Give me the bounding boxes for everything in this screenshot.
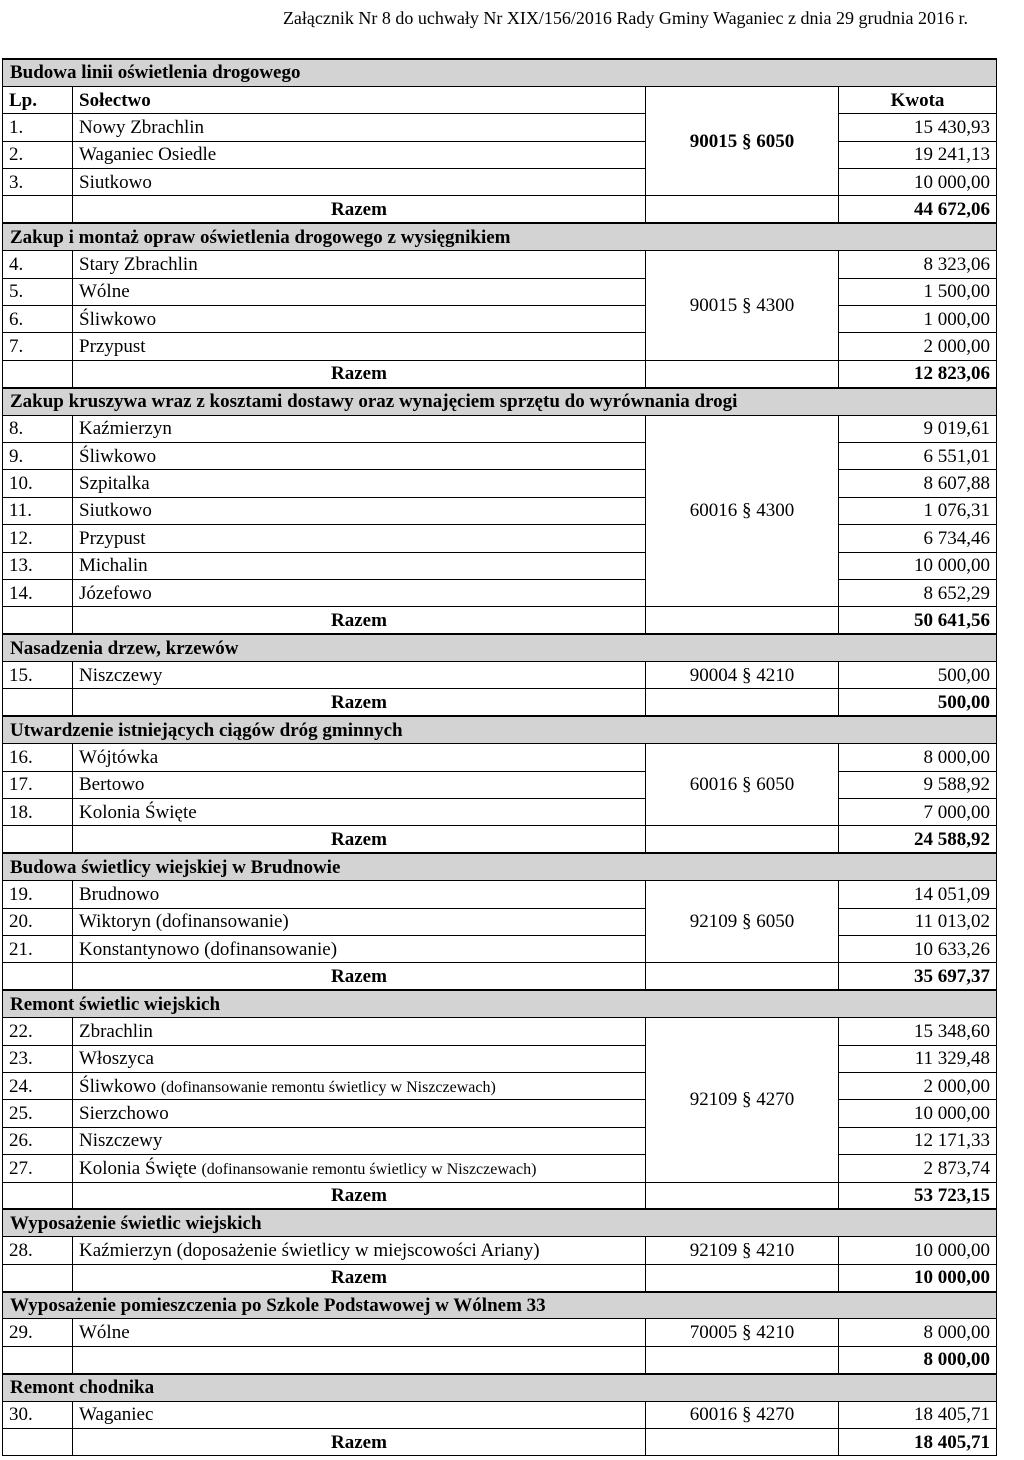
solectwo-name: Śliwkowo [79,308,157,330]
row-lp: 20. [3,908,73,935]
table-row [3,552,997,579]
section-total: 44 672,06 [839,196,997,223]
row-lp: 23. [3,1045,73,1072]
table-row [3,278,997,305]
row-lp: 5. [3,278,73,305]
classification-code: 90015 § 6050 [646,86,839,196]
row-solectwo [73,579,646,606]
total-code-empty [646,1182,839,1209]
total-lp-empty [3,826,73,853]
solectwo-name: Włoszyca [79,1048,154,1070]
solectwo-name: Waganiec [79,1404,154,1426]
total-lp-empty [3,963,73,990]
solectwo-name: Wójtówka [79,746,159,768]
row-solectwo [73,1155,646,1182]
razem-label: Razem [73,963,646,990]
column-header-kwota: Kwota [839,86,997,113]
total-lp-empty [3,1264,73,1291]
row-lp: 4. [3,251,73,278]
solectwo-name: Zbrachlin [79,1020,153,1042]
section-total: 18 405,71 [839,1429,997,1456]
total-lp-empty [3,1429,73,1456]
section-total: 12 823,06 [839,360,997,387]
row-solectwo [73,744,646,771]
row-lp: 21. [3,936,73,963]
solectwo-name: Nowy Zbrachlin [79,116,205,138]
total-code-empty [646,1346,839,1373]
row-lp: 6. [3,306,73,333]
row-solectwo [73,552,646,579]
classification-code: 92109 § 4210 [646,1237,839,1264]
solectwo-name: Wiktoryn (dofinansowanie) [79,911,289,933]
row-kwota: 11 329,48 [839,1045,997,1072]
row-solectwo [73,1045,646,1072]
row-solectwo [73,1127,646,1154]
solectwo-name: Niszczewy [79,664,163,686]
total-lp-empty [3,360,73,387]
section-total: 35 697,37 [839,963,997,990]
section-header [3,990,997,1017]
row-lp: 8. [3,415,73,442]
row-lp: 19. [3,881,73,908]
section-title: Zakup i montaż opraw oświetlenia drogowego z wysięgnikiem [3,223,997,250]
table-row [3,470,997,497]
classification-code: 90004 § 4210 [646,662,839,689]
row-kwota: 10 000,00 [839,1100,997,1127]
row-solectwo [73,278,646,305]
section-title: Remont świetlic wiejskich [3,990,997,1017]
solectwo-name: Brudnowo [79,883,160,905]
row-solectwo [73,1018,646,1045]
table-row [3,114,997,141]
total-code-empty [646,689,839,716]
solectwo-name: Kaźmierzyn [79,418,172,440]
row-lp: 29. [3,1319,73,1346]
row-solectwo [73,306,646,333]
row-solectwo [73,141,646,168]
row-lp: 1. [3,114,73,141]
section-title: Utwardzenie istniejących ciągów dróg gminnych [3,716,997,743]
row-solectwo [73,1319,646,1346]
classification-code: 70005 § 4210 [646,1319,839,1346]
solectwo-name: Kolonia Święte [79,801,197,823]
row-kwota: 15 430,93 [839,114,997,141]
razem-label: Razem [73,689,646,716]
solectwo-name: Kolonia Święte [79,1157,197,1179]
row-solectwo [73,525,646,552]
solectwo-note: (dofinansowanie remontu świetlicy w Niszczewach) [160,1078,496,1096]
section-header [3,1292,997,1319]
total-code-empty [646,826,839,853]
row-lp: 26. [3,1127,73,1154]
row-solectwo [73,1401,646,1428]
total-code-empty [646,607,839,634]
row-lp: 18. [3,799,73,826]
total-row [3,196,997,223]
total-lp-empty [3,689,73,716]
section-header [3,1374,997,1401]
section-total: 24 588,92 [839,826,997,853]
table-row [3,1127,997,1154]
total-row [3,1264,997,1291]
row-solectwo [73,251,646,278]
row-kwota: 7 000,00 [839,799,997,826]
solectwo-name: Przypust [79,336,146,358]
row-solectwo [73,169,646,196]
classification-code: 90015 § 4300 [646,251,839,361]
row-solectwo [73,771,646,798]
table-row [3,771,997,798]
total-row [3,963,997,990]
row-lp: 10. [3,470,73,497]
solectwo-name: Wólne [79,1322,130,1344]
row-kwota: 6 734,46 [839,525,997,552]
row-lp: 15. [3,662,73,689]
section-title: Budowa świetlicy wiejskiej w Brudnowie [3,853,997,880]
row-lp: 14. [3,579,73,606]
row-kwota: 1 500,00 [839,278,997,305]
section-title: Zakup kruszywa wraz z kosztami dostawy oraz wynajęciem sprzętu do wyrównania drogi [3,388,997,415]
row-lp: 24. [3,1072,73,1099]
table-row [3,936,997,963]
total-lp-empty [3,607,73,634]
row-kwota: 10 000,00 [839,1237,997,1264]
classification-code: 92109 § 6050 [646,881,839,963]
solectwo-name: Michalin [79,555,148,577]
row-lp: 13. [3,552,73,579]
razem-label: Razem [73,1429,646,1456]
column-header-lp: Lp. [3,86,73,113]
table-row [3,306,997,333]
table-row [3,169,997,196]
row-kwota: 8 000,00 [839,1319,997,1346]
solectwo-name: Wólne [79,281,130,303]
row-lp: 25. [3,1100,73,1127]
section-header [3,1209,997,1236]
table-row [3,908,997,935]
section-title: Budowa linii oświetlenia drogowego [3,59,997,86]
solectwo-name: Śliwkowo [79,445,157,467]
solectwo-name: Bertowo [79,774,145,796]
section-header [3,716,997,743]
razem-label: Razem [73,1264,646,1291]
table-row [3,442,997,469]
row-kwota: 6 551,01 [839,442,997,469]
table-row [3,1018,997,1045]
row-solectwo [73,1100,646,1127]
table-row [3,799,997,826]
section-total: 500,00 [839,689,997,716]
row-kwota: 8 323,06 [839,251,997,278]
total-row [3,689,997,716]
row-solectwo [73,415,646,442]
solectwo-name: Przypust [79,527,146,549]
column-header-solectwo: Sołectwo [73,86,646,113]
row-kwota: 10 633,26 [839,936,997,963]
section-total: 10 000,00 [839,1264,997,1291]
solectwo-name: Konstantynowo (dofinansowanie) [79,938,338,960]
total-row [3,1182,997,1209]
row-lp: 9. [3,442,73,469]
row-kwota: 2 000,00 [839,1072,997,1099]
total-lp-empty [3,1182,73,1209]
total-row [3,826,997,853]
solectwo-name: Józefowo [79,582,152,604]
row-lp: 7. [3,333,73,360]
total-code-empty [646,1264,839,1291]
classification-code: 60016 § 4300 [646,415,839,607]
table-row [3,1072,997,1099]
section-header [3,388,997,415]
solectwo-name: Waganiec Osiedle [79,144,217,166]
total-code-empty [646,963,839,990]
row-solectwo [73,114,646,141]
razem-label: Razem [73,607,646,634]
row-lp: 17. [3,771,73,798]
row-solectwo [73,442,646,469]
row-kwota: 10 000,00 [839,169,997,196]
row-kwota: 8 000,00 [839,744,997,771]
row-kwota: 1 076,31 [839,497,997,524]
table-row [3,497,997,524]
table-row [3,1155,997,1182]
table-row [3,744,997,771]
row-solectwo [73,662,646,689]
classification-code: 92109 § 4270 [646,1018,839,1182]
section-header [3,223,997,250]
section-title: Wyposażenie świetlic wiejskich [3,1209,997,1236]
solectwo-name: Siutkowo [79,171,152,193]
row-solectwo [73,497,646,524]
table-row [3,881,997,908]
section-title: Remont chodnika [3,1374,997,1401]
row-solectwo [73,936,646,963]
razem-label [73,1346,646,1373]
row-kwota: 2 000,00 [839,333,997,360]
table-row [3,1319,997,1346]
table-row [3,1401,997,1428]
row-kwota: 8 652,29 [839,579,997,606]
row-kwota: 9 588,92 [839,771,997,798]
solectwo-name: Śliwkowo [79,1075,157,1097]
section-total: 8 000,00 [839,1346,997,1373]
column-header-row [3,86,997,113]
budget-table [2,58,997,1456]
row-lp: 11. [3,497,73,524]
row-kwota: 12 171,33 [839,1127,997,1154]
row-kwota: 18 405,71 [839,1401,997,1428]
total-lp-empty [3,196,73,223]
total-code-empty [646,360,839,387]
classification-code: 60016 § 4270 [646,1401,839,1428]
total-code-empty [646,1429,839,1456]
row-kwota: 11 013,02 [839,908,997,935]
row-lp: 30. [3,1401,73,1428]
total-code-empty [646,196,839,223]
razem-label: Razem [73,826,646,853]
solectwo-name: Siutkowo [79,500,152,522]
table-row [3,415,997,442]
section-title: Nasadzenia drzew, krzewów [3,634,997,661]
document-header: Załącznik Nr 8 do uchwały Nr XIX/156/2016 Rady Gminy Waganiec z dnia 29 grudnia 2016 r. [282,8,968,28]
section-header [3,59,997,86]
row-solectwo [73,908,646,935]
row-lp: 28. [3,1237,73,1264]
total-row [3,607,997,634]
total-row [3,1346,997,1373]
row-lp: 12. [3,525,73,552]
table-row [3,1045,997,1072]
solectwo-name: Niszczewy [79,1130,163,1152]
row-solectwo [73,333,646,360]
section-total: 50 641,56 [839,607,997,634]
row-solectwo [73,881,646,908]
razem-label: Razem [73,360,646,387]
razem-label: Razem [73,1182,646,1209]
table-row [3,251,997,278]
row-kwota: 14 051,09 [839,881,997,908]
table-row [3,1100,997,1127]
row-lp: 2. [3,141,73,168]
section-total: 53 723,15 [839,1182,997,1209]
row-solectwo [73,799,646,826]
solectwo-name: Kaźmierzyn (doposażenie świetlicy w miejscowości Ariany) [79,1239,540,1261]
row-lp: 27. [3,1155,73,1182]
row-solectwo [73,470,646,497]
row-kwota: 15 348,60 [839,1018,997,1045]
total-lp-empty [3,1346,73,1373]
total-row [3,1429,997,1456]
row-lp: 3. [3,169,73,196]
row-lp: 16. [3,744,73,771]
row-kwota: 10 000,00 [839,552,997,579]
table-row [3,662,997,689]
row-kwota: 19 241,13 [839,141,997,168]
row-kwota: 500,00 [839,662,997,689]
table-row [3,579,997,606]
row-kwota: 2 873,74 [839,1155,997,1182]
solectwo-name: Stary Zbrachlin [79,253,198,275]
solectwo-name: Szpitalka [79,473,150,495]
section-header [3,853,997,880]
classification-code: 60016 § 6050 [646,744,839,826]
row-kwota: 9 019,61 [839,415,997,442]
row-kwota: 8 607,88 [839,470,997,497]
row-solectwo [73,1237,646,1264]
table-row [3,1237,997,1264]
table-row [3,141,997,168]
total-row [3,360,997,387]
solectwo-note: (dofinansowanie remontu świetlicy w Niszczewach) [201,1160,537,1178]
table-row [3,525,997,552]
solectwo-name: Sierzchowo [79,1103,169,1125]
row-lp: 22. [3,1018,73,1045]
razem-label: Razem [73,196,646,223]
section-title: Wyposażenie pomieszczenia po Szkole Podstawowej w Wólnem 33 [3,1292,997,1319]
row-kwota: 1 000,00 [839,306,997,333]
table-row [3,333,997,360]
section-header [3,634,997,661]
row-solectwo [73,1072,646,1099]
